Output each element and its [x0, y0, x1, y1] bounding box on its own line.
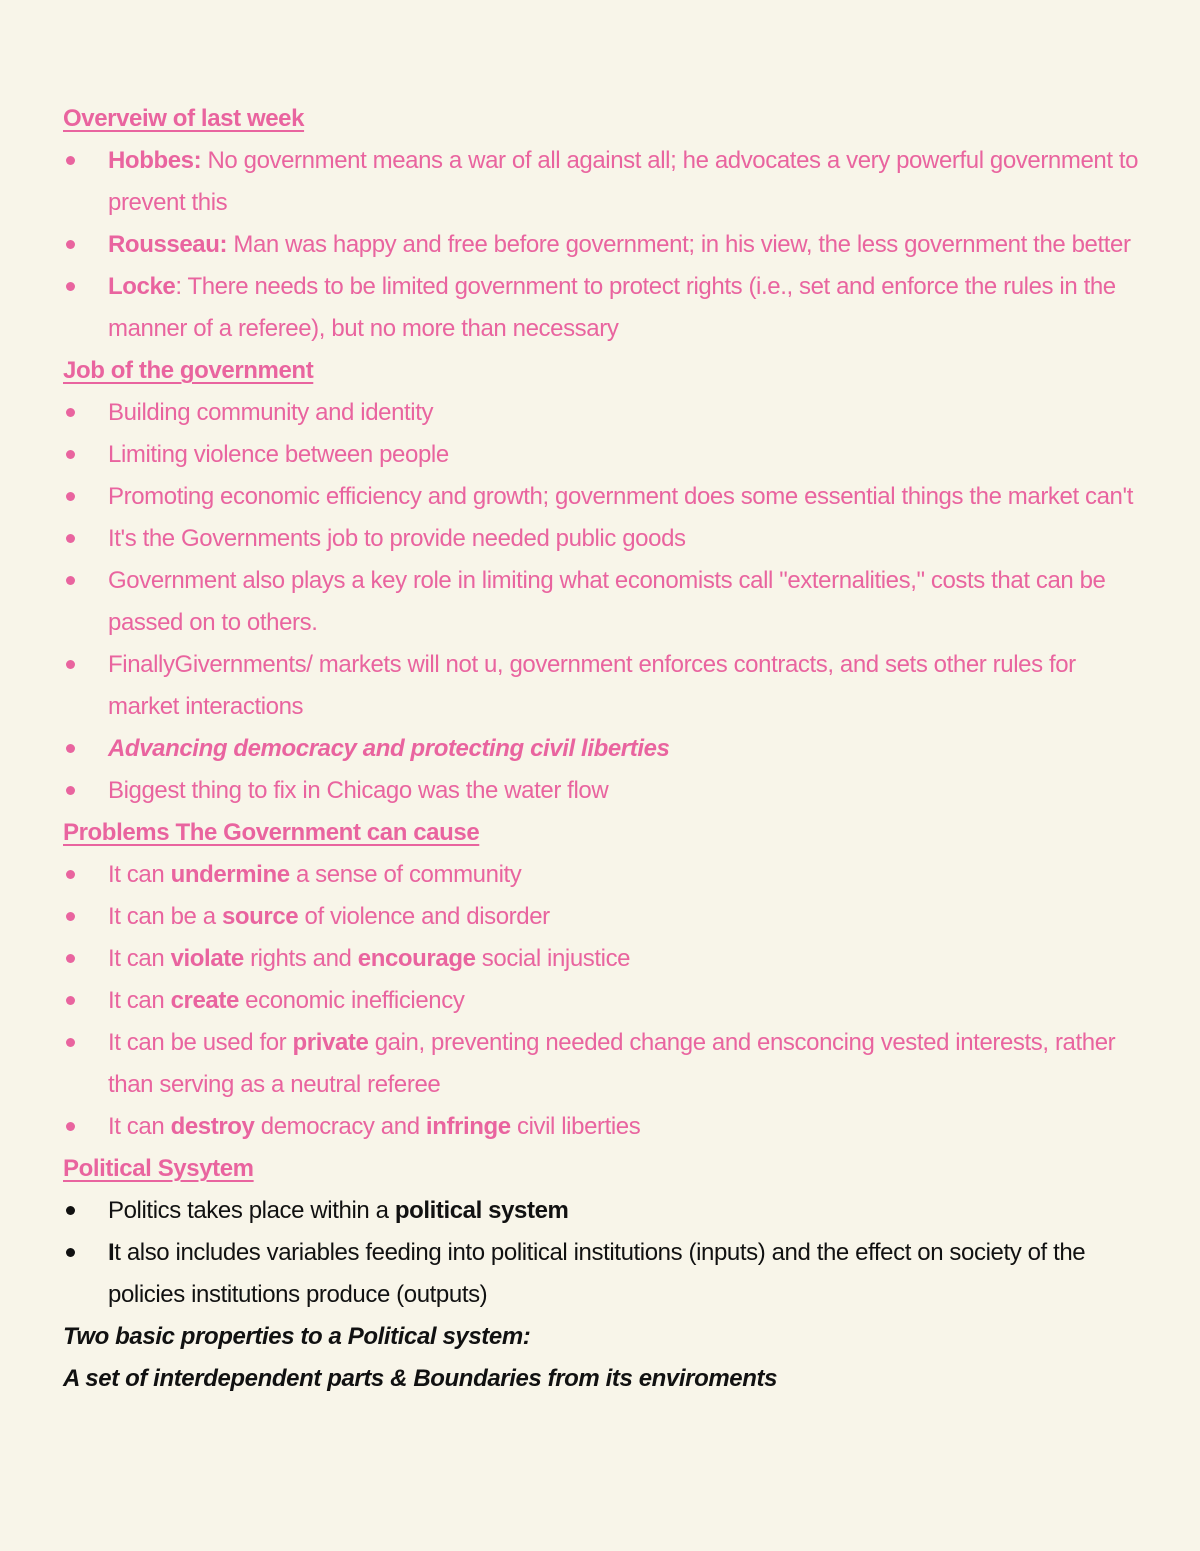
section-heading-job: Job of the government	[63, 357, 314, 384]
item-text: It can be a	[108, 903, 222, 930]
bullet-icon	[66, 744, 75, 753]
item-keyword: undermine	[170, 861, 290, 888]
properties-detail: A set of interdependent parts & Boundaries from its enviroments	[63, 1365, 778, 1392]
list-item	[63, 434, 1143, 476]
bullet-icon	[66, 492, 75, 501]
bullet-icon	[66, 786, 75, 795]
list-item	[63, 644, 1143, 728]
item-text: social injustice	[475, 945, 631, 972]
list-item	[63, 224, 1143, 266]
list-item	[63, 1106, 1143, 1148]
bullet-icon	[66, 282, 75, 291]
item-text: It can	[108, 1113, 171, 1140]
section-heading-overview: Overveiw of last week	[63, 105, 305, 132]
item-text: civil liberties	[510, 1113, 641, 1140]
overview-list	[63, 140, 1143, 350]
bullet-icon	[66, 870, 75, 879]
item-keyword: encourage	[357, 945, 476, 972]
list-item	[63, 980, 1143, 1022]
bullet-icon	[66, 240, 75, 249]
philosopher-name: Locke	[108, 273, 176, 300]
job-list	[63, 392, 1143, 812]
item-keyword: infringe	[425, 1113, 511, 1140]
bullet-icon	[66, 1038, 75, 1047]
item-text: economic inefficiency	[238, 987, 465, 1014]
item-text: It can	[108, 861, 171, 888]
list-item	[63, 392, 1143, 434]
bullet-icon	[66, 660, 75, 669]
item-text: rights and	[243, 945, 358, 972]
item-text: gain, preventing needed change and ensconcing vested interests, rather than serving as a neutral referee	[108, 1029, 1116, 1098]
item-text: : There needs to be limited government to protect rights (i.e., set and enforce the rules in the manner of a referee), but no more than necessary	[108, 273, 1116, 342]
item-text: Biggest thing to fix in Chicago was the water flow	[108, 777, 609, 804]
section-heading-political-system: Political Sysytem	[63, 1155, 254, 1182]
item-keyword: destroy	[170, 1113, 255, 1140]
item-text: t also includes variables feeding into political institutions (inputs) and the effect on society of the policies institutions produce (outputs)	[108, 1239, 1086, 1308]
item-text: It can	[108, 987, 171, 1014]
bullet-icon	[66, 450, 75, 459]
item-text: Politics takes place within a	[108, 1197, 395, 1224]
bullet-icon	[66, 954, 75, 963]
bullet-icon	[66, 1248, 75, 1257]
list-item	[63, 560, 1143, 644]
item-text: democracy and	[254, 1113, 426, 1140]
political-system-list	[63, 1190, 1143, 1316]
bullet-icon	[66, 1122, 75, 1131]
item-text: Building community and identity	[108, 399, 434, 426]
item-text: No government means a war of all against all; he advocates a very powerful government to prevent this	[108, 147, 1139, 216]
item-text: Government also plays a key role in limiting what economists call "externalities," costs that can be passed on to others.	[108, 567, 1106, 636]
item-text: It can	[108, 945, 171, 972]
item-text: Limiting violence between people	[108, 441, 449, 468]
bullet-icon	[66, 912, 75, 921]
item-text: Promoting economic efficiency and growth; government does some essential things the market can't	[108, 483, 1133, 510]
item-keyword: political system	[394, 1197, 569, 1224]
item-text: It can be used for	[108, 1029, 293, 1056]
section-heading-problems: Problems The Government can cause	[63, 819, 480, 846]
list-item	[63, 854, 1143, 896]
item-keyword: private	[292, 1029, 369, 1056]
list-item	[63, 518, 1143, 560]
properties-title: Two basic properties to a Political system:	[63, 1323, 531, 1350]
bullet-icon	[66, 534, 75, 543]
problems-list	[63, 854, 1143, 1148]
list-item	[63, 266, 1143, 350]
item-text: It's the Governments job to provide needed public goods	[108, 525, 686, 552]
bullet-icon	[66, 408, 75, 417]
list-item	[63, 896, 1143, 938]
item-keyword: source	[221, 903, 299, 930]
list-item	[63, 938, 1143, 980]
list-item	[63, 140, 1143, 224]
list-item	[63, 1232, 1143, 1316]
item-keyword: violate	[170, 945, 244, 972]
list-item	[63, 728, 1143, 770]
item-text-emphasis: Advancing democracy and protecting civil liberties	[108, 735, 670, 762]
list-item	[63, 770, 1143, 812]
bullet-icon	[66, 156, 75, 165]
item-text: FinallyGivernments/ markets will not u, government enforces contracts, and sets other rules for market interactions	[108, 651, 1076, 720]
list-item	[63, 476, 1143, 518]
philosopher-name: Hobbes:	[108, 147, 202, 174]
philosopher-name: Rousseau:	[108, 231, 228, 258]
list-item	[63, 1190, 1143, 1232]
item-text: of violence and disorder	[298, 903, 550, 930]
item-text: a sense of community	[289, 861, 522, 888]
item-keyword: I	[108, 1239, 115, 1266]
bullet-icon	[66, 1206, 75, 1215]
bullet-icon	[66, 996, 75, 1005]
list-item	[63, 1022, 1143, 1106]
item-text: Man was happy and free before government; in his view, the less government the better	[227, 231, 1131, 258]
bullet-icon	[66, 576, 75, 585]
item-keyword: create	[170, 987, 239, 1014]
document-page	[63, 98, 1143, 1400]
